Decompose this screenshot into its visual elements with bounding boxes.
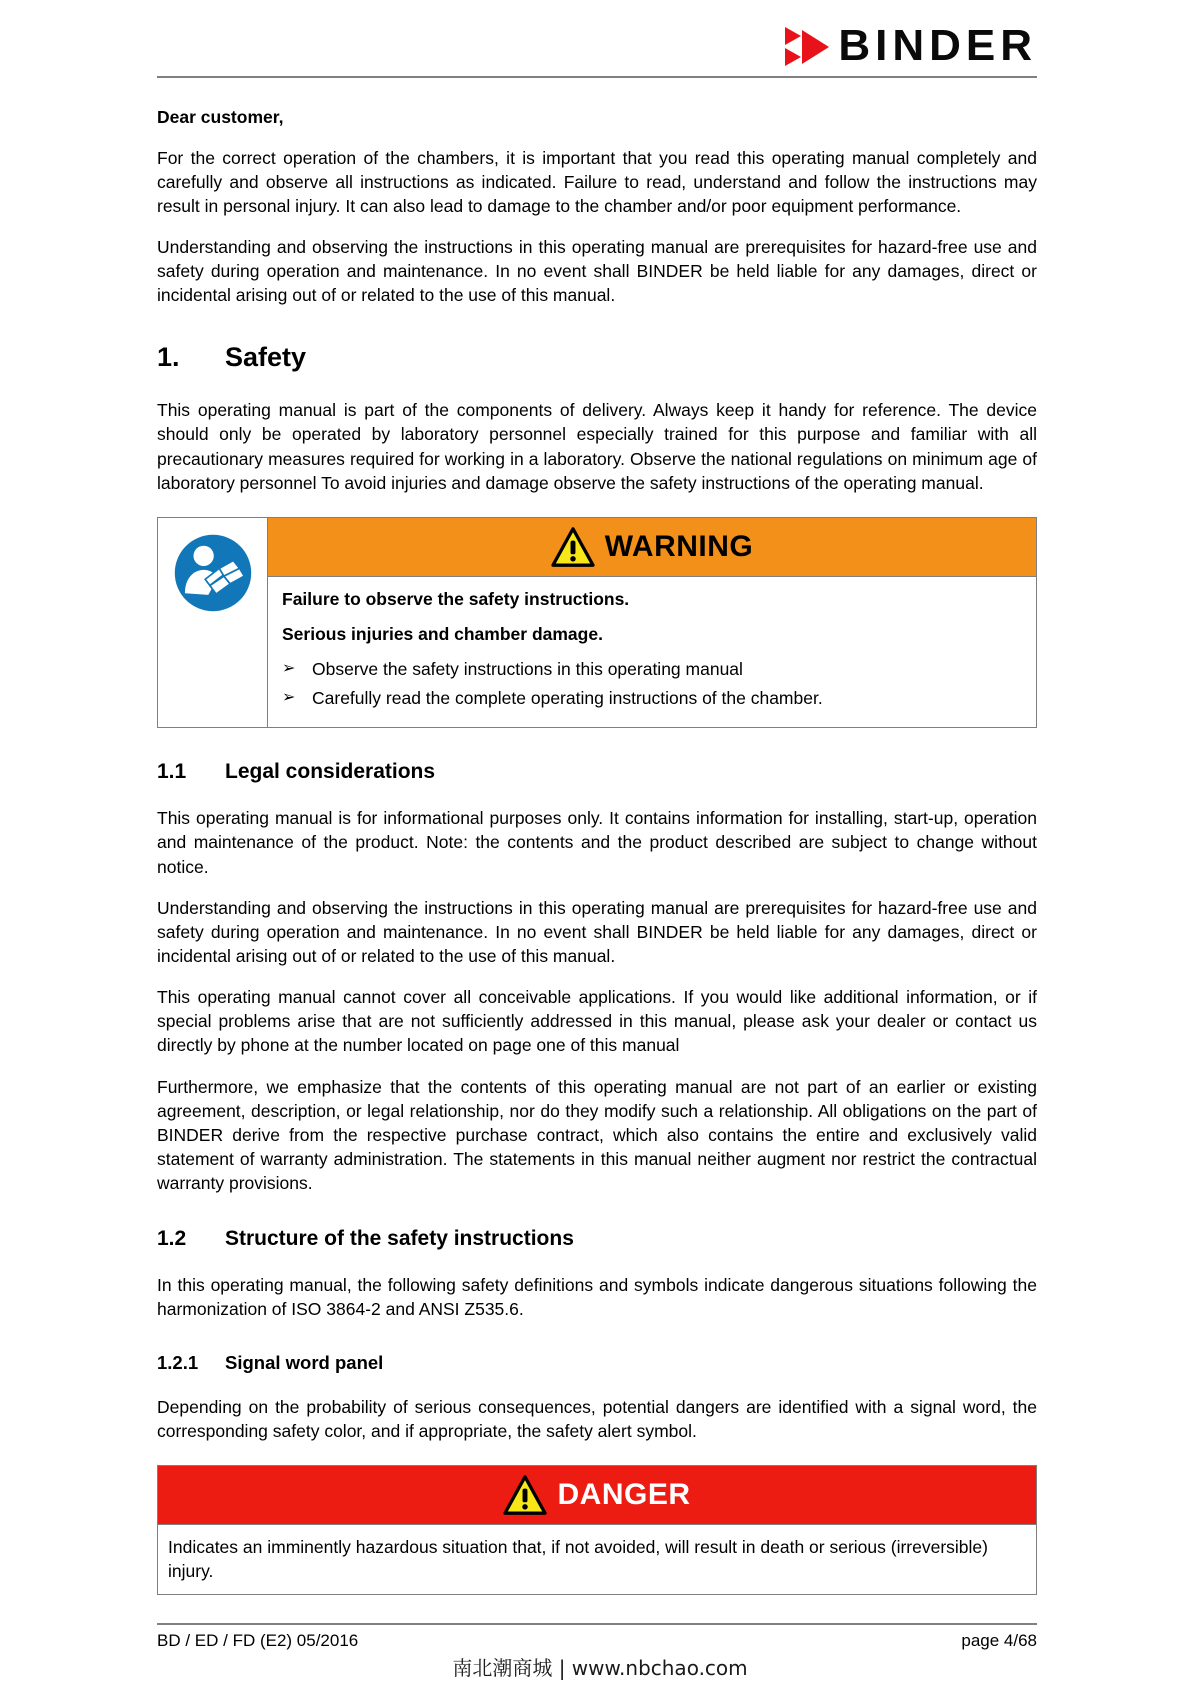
- warning-bullet-text-1: Observe the safety instructions in this operating manual: [312, 659, 743, 680]
- warning-bullet-list: [282, 657, 1022, 711]
- footer-watermark: 南北潮商城 | www.nbchao.com: [452, 1656, 748, 1680]
- heading-safety: [157, 343, 1037, 373]
- page-footer: [157, 1631, 1037, 1651]
- warning-triangle-icon: [551, 527, 595, 567]
- danger-description: Indicates an imminently hazardous situation that, if not avoided, will result in death or serious (irreversible) injury.: [168, 1537, 988, 1582]
- signal-word-paragraph: Depending on the probability of serious consequences, potential dangers are identified with a signal word, the corresponding safety color, and if appropriate, the safety alert symbol.: [157, 1396, 1037, 1442]
- heading-structure-number: 1.2: [157, 1227, 187, 1251]
- warning-bold-line-1: Failure to observe the safety instructions.: [282, 588, 630, 609]
- legal-paragraph-4: Furthermore, we emphasize that the contents of this operating manual are not part of an earlier or existing agreement, description, or legal relationship, nor do they modify such a relationship. All obligations on the part of BINDER derive from the respective purchase contract, which also contains the entire and exclusively valid statement of warranty administration. The statements in this manual neither augment nor restrict the contractual warranty provisions.: [157, 1076, 1037, 1194]
- footer-divider: [157, 1623, 1037, 1625]
- legal-paragraph-2: Understanding and observing the instructions in this operating manual are prerequisites for hazard-free use and safety during operation and maintenance. In no event shall BINDER be held liable for any damages, direct or incidental arising out of or related to the use of this manual.: [157, 897, 1037, 966]
- warning-bullet-text-2: Carefully read the complete operating instructions of the chamber.: [312, 687, 823, 708]
- warning-pictogram-cell: [158, 518, 268, 727]
- heading-structure-title: Structure of the safety instructions: [225, 1227, 574, 1251]
- heading-signal-title: Signal word panel: [225, 1351, 384, 1373]
- warning-triangle-icon: [503, 1475, 547, 1515]
- header-divider: [157, 76, 1037, 78]
- heading-legal-considerations: [157, 760, 1037, 784]
- structure-paragraph: In this operating manual, the following safety definitions and symbols indicate dangerous situations following the harmonization of ISO 3864-2 and ANSI Z535.6.: [157, 1275, 1037, 1320]
- salutation: Dear customer,: [157, 107, 284, 127]
- heading-legal-number: 1.1: [157, 760, 187, 784]
- heading-signal-number: 1.2.1: [157, 1351, 199, 1373]
- read-instructions-icon: [174, 534, 252, 612]
- binder-wordmark: BINDER: [838, 21, 1037, 70]
- warning-signal-bar: [268, 518, 1036, 576]
- heading-safety-title: Safety: [225, 341, 307, 372]
- heading-signal-word-panel: [157, 1352, 1037, 1373]
- page-content: [157, 106, 1037, 1595]
- arrow-bullet-icon: ➢: [282, 688, 296, 706]
- footer-document-code: BD / ED / FD (E2) 05/2016: [157, 1631, 359, 1650]
- danger-signal-word: DANGER: [557, 1478, 691, 1512]
- danger-signal-bar: [158, 1466, 1036, 1524]
- warning-box-text: [268, 576, 1036, 727]
- heading-legal-title: Legal considerations: [225, 760, 436, 784]
- warning-bold-line-2: Serious injuries and chamber damage.: [282, 623, 603, 644]
- binder-triangles-icon: [785, 26, 829, 68]
- intro-paragraph-1: For the correct operation of the chambers, it is important that you read this operating manual completely and carefully and observe all instructions as indicated. Failure to read, understand and follow the instructions may result in personal injury. It can also lead to damage to the chamber and/or poor equipment performance.: [157, 147, 1037, 217]
- warning-box: [157, 517, 1037, 728]
- intro-paragraph-2: Understanding and observing the instructions in this operating manual are prerequisites for hazard-free use and safety during operation and maintenance. In no event shall BINDER be held liable for any damages, direct or incidental arising out of or related to the use of this manual.: [157, 237, 1037, 306]
- warning-box-body: [268, 518, 1036, 727]
- page-header: [157, 21, 1037, 82]
- list-item: [282, 657, 1022, 682]
- warning-signal-word: WARNING: [604, 529, 754, 563]
- danger-box-text: [158, 1524, 1036, 1594]
- heading-structure-safety-instructions: [157, 1227, 1037, 1251]
- legal-paragraph-1: This operating manual is for informational purposes only. It contains information for installing, start-up, operation and maintenance of the product. Note: the contents and the product described are subject to change without notice.: [157, 808, 1037, 877]
- legal-paragraph-3: This operating manual cannot cover all conceivable applications. If you would like additional information, or if special problems arise that are not sufficiently addressed in this manual, please ask your dealer or contact us directly by phone at the number located on page one of this manual: [157, 987, 1037, 1056]
- safety-paragraph: This operating manual is part of the components of delivery. Always keep it handy for reference. The device should only be operated by laboratory personnel especially trained for this purpose and familiar with all precautionary measures required for working in a laboratory. Observe the national regulations on minimum age of laboratory personnel To avoid injuries and damage observe the safety instructions of the operating manual.: [157, 400, 1037, 493]
- binder-logo: [785, 21, 1037, 70]
- list-item: [282, 686, 1022, 711]
- arrow-bullet-icon: ➢: [282, 660, 296, 678]
- footer-page-number: page 4/68: [961, 1631, 1037, 1650]
- danger-box: [157, 1465, 1037, 1595]
- heading-safety-number: 1.: [157, 341, 180, 372]
